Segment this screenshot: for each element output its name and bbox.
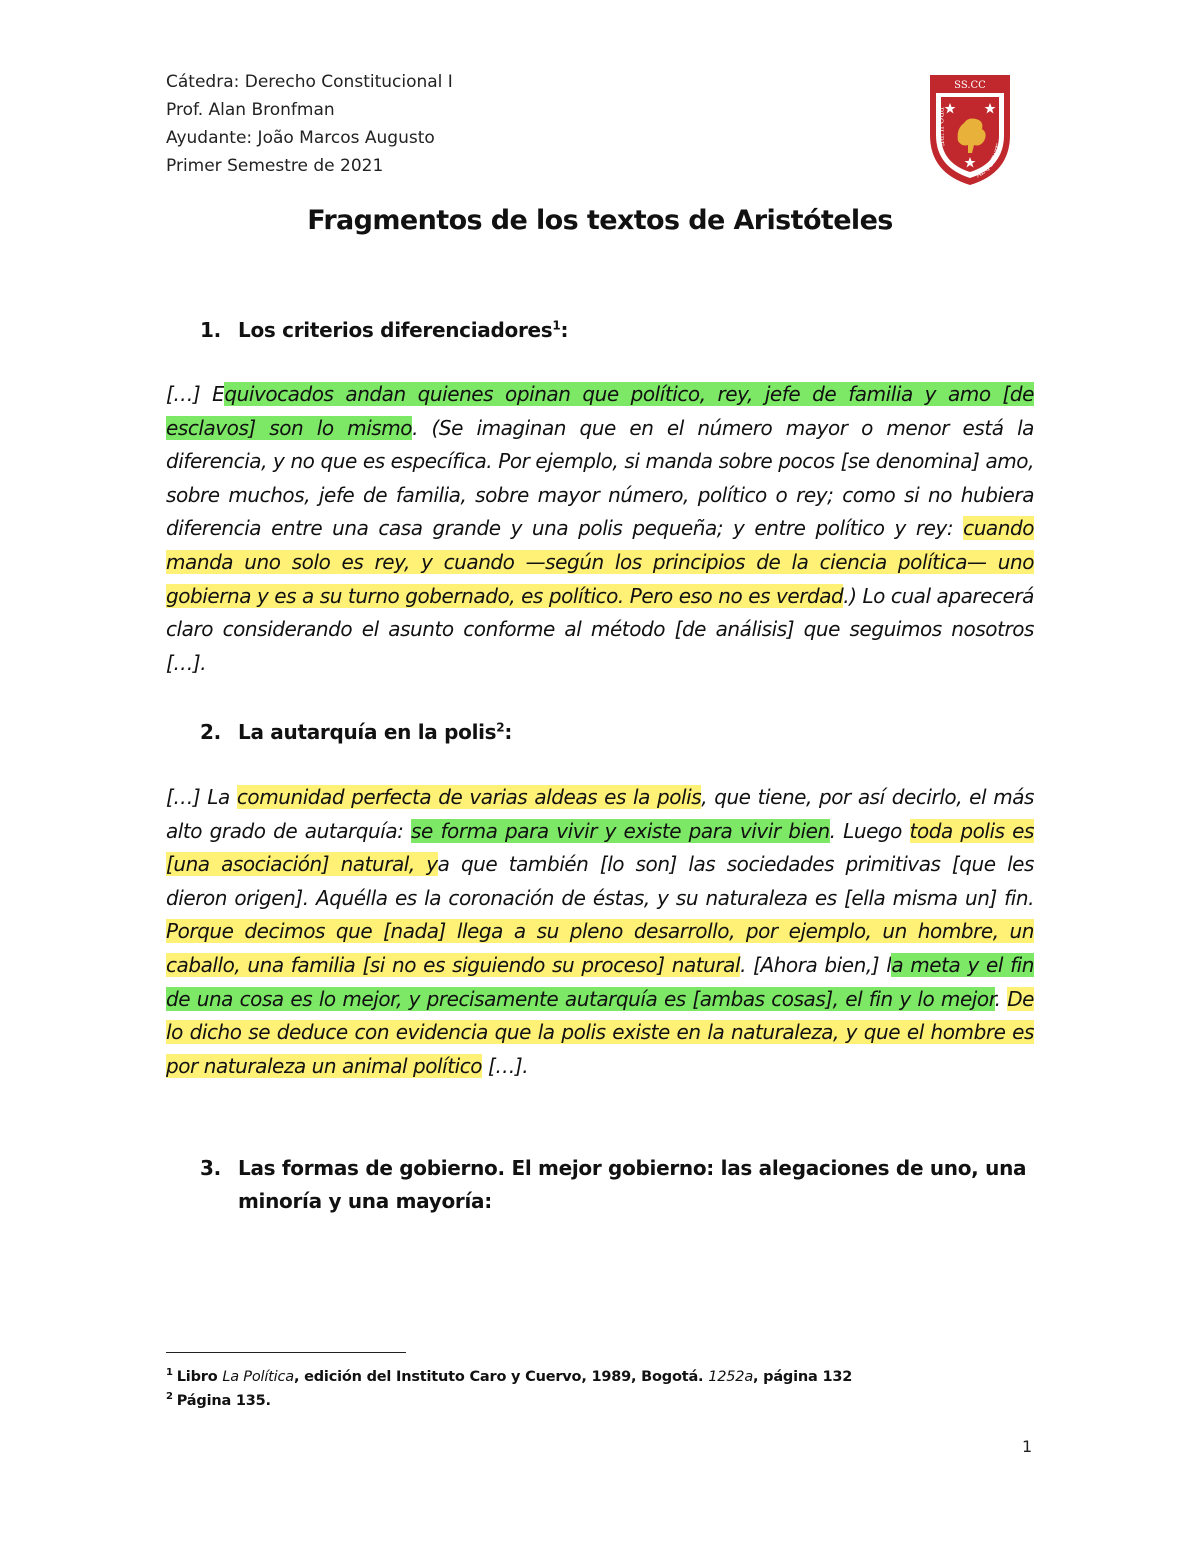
passage-segment: , que tiene, por así decirlo, el más alto grado de autarquía:: [166, 785, 1034, 843]
passage-segment: . [Ahora bien,] l: [740, 952, 892, 977]
highlighted-segment: se forma para vivir y existe para vivir bien: [411, 818, 830, 843]
passage-segment: […].: [482, 1053, 529, 1078]
passage-segment: .) Lo cual aparecerá claro considerando el asunto conforme al método [de análisis] que seguimos nosotros […].: [166, 583, 1034, 675]
section-number: 1.: [200, 318, 221, 342]
footnote-ref: 1: [552, 318, 561, 333]
page-number: 1: [1022, 1437, 1033, 1456]
footnote-ref: 2: [496, 720, 505, 735]
passage-segment: . Luego: [829, 818, 910, 843]
footnotes: [166, 1365, 852, 1413]
document-title: Fragmentos de los textos de Aristóteles: [307, 205, 893, 236]
assistant-name: Ayudante: João Marcos Augusto: [166, 128, 435, 148]
highlighted-segment: toda polis es [una asociación] natural, y: [166, 818, 1034, 877]
heading-suffix: :: [560, 318, 569, 342]
semester: Primer Semestre de 2021: [166, 156, 384, 176]
passage-segment: […] E: [166, 382, 225, 406]
footnote-text: Libro: [176, 1369, 223, 1385]
logo-bottom-text: ET: [965, 178, 975, 185]
footnote-text: , página 132: [753, 1369, 853, 1385]
passage-segment: .: [994, 986, 1008, 1011]
heading-suffix: :: [504, 720, 513, 744]
footnote-separator: [166, 1352, 406, 1353]
course-name: Cátedra: Derecho Constitucional I: [166, 72, 453, 92]
footnote-2: [166, 1389, 852, 1413]
section-title: La autarquía en la polis: [238, 720, 497, 744]
footnote-mark: 1: [166, 1367, 173, 1379]
highlighted-segment: cuando manda uno solo es rey, y cuando —según los principios de la ciencia política— uno gobierna y es a su turno gobernado, es político. Pero eso no es verdad: [166, 516, 1034, 608]
passage-segment: […] La: [166, 785, 237, 809]
footnote-text: , edición del Instituto Caro y Cuervo, 1989, Bogotá.: [293, 1369, 709, 1385]
logo-left-text: PRO JURE: [935, 107, 946, 148]
footnote-text: Página 135.: [176, 1393, 271, 1409]
highlighted-segment: a meta y el fin de una cosa es lo mejor, y precisamente autarquía es [ambas cosas], el fin y lo mejor: [166, 952, 1034, 1011]
section-title: Los criterios diferenciadores: [238, 318, 553, 342]
footnote-1: [166, 1365, 852, 1389]
logo-top-text: SS.CC: [954, 80, 986, 91]
section-2-heading: [200, 716, 1040, 749]
footnote-book-title: La Política: [222, 1369, 294, 1385]
highlighted-segment: quivocados andan quienes opinan que político, rey, jefe de familia y amo [de esclavos] son lo mismo: [166, 382, 1034, 440]
footnote-mark: 2: [166, 1391, 173, 1403]
passage-segment: a que también [lo son] las sociedades primitivas [que les dieron origen]. Aquélla es la coronación de éstas, y su naturaleza es [ella misma un] fin.: [166, 852, 1035, 910]
section-title: Las formas de gobierno. El mejor gobierno: las alegaciones de uno, una minoría y una mayoría:: [238, 1156, 1027, 1213]
section-1-passage: [166, 378, 1034, 680]
section-3-heading: [200, 1152, 1040, 1218]
course-header: [166, 68, 453, 180]
university-crest-logo: [928, 73, 1012, 186]
section-number: 2.: [200, 720, 221, 744]
highlighted-segment: Porque decimos que [nada] llega a su pleno desarrollo, por ejemplo, un hombre, un caballo, una familia [si no es siguiendo su proceso] natural: [166, 919, 1034, 977]
section-1-heading: [200, 314, 1040, 347]
footnote-reference: 1252a: [708, 1369, 754, 1385]
professor-name: Prof. Alan Bronfman: [166, 100, 335, 120]
section-2-passage: [166, 781, 1034, 1083]
section-number: 3.: [200, 1156, 221, 1180]
highlighted-segment: comunidad perfecta de varias aldeas es la polis: [236, 785, 702, 809]
logo-right-text: AEQUITATE: [974, 142, 1004, 180]
passage-segment: . (Se imaginan que en el número mayor o menor está la diferencia, y no que es específica. Por ejemplo, si manda sobre pocos [se denomina] amo, sobre muchos, jefe de familia, sobre mayor número, político o rey; como si no hubiera diferencia entre una casa grande y una polis pequeña; y entre político y rey:: [166, 415, 1034, 541]
highlighted-segment: De lo dicho se deduce con evidencia que la polis existe en la naturaleza, y que el hombre es por naturaleza un animal político: [166, 986, 1034, 1078]
